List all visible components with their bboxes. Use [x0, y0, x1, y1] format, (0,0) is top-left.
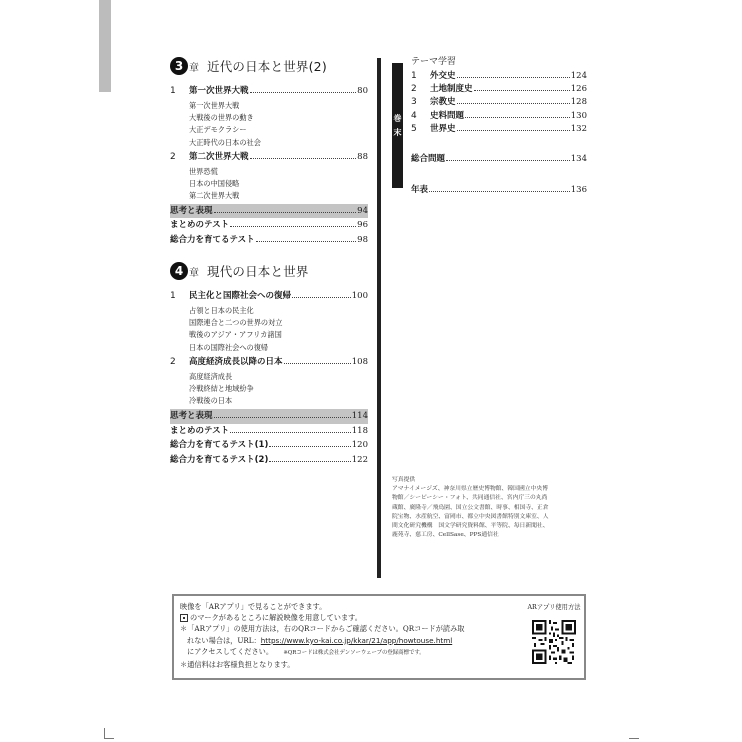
page-number: 122	[351, 455, 368, 466]
notice-line-with-icon	[180, 612, 516, 623]
page-number: 136	[570, 185, 587, 196]
photo-credits-line: 物館／シーピーシー・フォト、共同通信社、宮内庁三の丸尚	[392, 495, 548, 502]
toc-extra-entry-highlighted[interactable]	[170, 409, 368, 424]
chapter-number-badge: 4	[170, 262, 188, 280]
toc-extra-entry[interactable]	[170, 233, 368, 248]
leader-dots	[250, 92, 357, 93]
page-number: 100	[351, 291, 368, 302]
toc-section-entry[interactable]	[170, 289, 368, 304]
theme-number: 3	[411, 97, 417, 108]
toc-extra-entry[interactable]	[170, 218, 368, 233]
leader-dots	[465, 117, 570, 118]
ar-app-notice	[172, 594, 586, 680]
theme-title: 宗教史	[430, 97, 456, 108]
toc-extra-entry[interactable]	[170, 424, 368, 439]
subtopic-item: 第二次世界大戦	[189, 191, 240, 201]
page-number: 130	[570, 110, 587, 121]
theme-entry[interactable]	[411, 69, 587, 82]
qr-trademark-note: ※QRコードは株式会社デンソーウェーブの登録商標です。	[283, 649, 425, 656]
toc-section-entry[interactable]	[170, 150, 368, 165]
subtopic-item: 日本の中国侵略	[189, 179, 240, 189]
appendix-tab-char: 末	[393, 127, 402, 137]
notice-line: 映像を「ARアプリ」で見ることができます。	[180, 602, 327, 611]
leader-dots	[269, 461, 350, 462]
leader-dots	[284, 363, 351, 364]
entry-title: 思考と表現	[170, 410, 213, 421]
subtopic-list	[170, 305, 368, 354]
photo-credits-heading: 写真提供	[392, 477, 416, 483]
theme-entry[interactable]	[411, 95, 587, 108]
notice-access-line	[180, 646, 516, 659]
chronology-entry[interactable]	[411, 183, 587, 196]
leader-dots	[214, 212, 357, 213]
leader-dots	[457, 103, 570, 104]
section-number: 1	[170, 291, 176, 302]
ar-mark-icon	[180, 614, 188, 622]
section-title: 第一次世界大戦	[189, 86, 249, 96]
chapter-number-badge: 3	[170, 57, 188, 75]
chapter-suffix: 章	[189, 267, 199, 279]
notice-line: のマークがあるところに解説映像を用意しています。	[190, 613, 362, 623]
page-number: 128	[570, 97, 587, 108]
theme-number: 5	[411, 123, 417, 134]
entry-title: 総合力を育てるテスト	[170, 235, 255, 246]
chapter-suffix: 章	[189, 62, 199, 74]
toc-extra-entry-highlighted[interactable]	[170, 204, 368, 219]
section-number: 1	[170, 86, 176, 96]
leader-dots	[429, 191, 570, 192]
leader-dots	[474, 90, 570, 91]
subtopic-item: 大戦後の世界の動き	[189, 113, 254, 123]
leader-dots	[250, 158, 357, 159]
theme-number: 4	[411, 110, 417, 121]
subtopic-item: 占領と日本の民主化	[189, 305, 254, 315]
entry-title: 思考と表現	[170, 205, 213, 216]
appendix-tab	[392, 63, 403, 188]
leader-dots	[457, 77, 570, 78]
column-divider	[377, 58, 381, 578]
photo-credits-line: 鹿苑寺、慈工房、CellSase、PPS通信社	[392, 532, 499, 539]
page-number: 126	[570, 84, 587, 95]
summary-problems-entry[interactable]	[411, 152, 587, 165]
theme-title: 史料問題	[430, 110, 465, 121]
crop-mark	[629, 738, 639, 739]
page-number: 80	[357, 86, 368, 96]
notice-text	[180, 601, 516, 670]
chapter-3-heading[interactable]	[170, 56, 368, 76]
photo-credits-line: 院宝物、水産航空、富岡市、都立中央図書館特別文庫室、人	[392, 513, 549, 520]
page-number: 114	[351, 410, 368, 421]
toc-extra-entry[interactable]	[170, 453, 368, 468]
appendix-list	[411, 56, 587, 196]
entry-title: まとめのテスト	[170, 425, 230, 436]
toc-extra-entry[interactable]	[170, 438, 368, 453]
leader-dots	[457, 130, 570, 131]
theme-title: 土地制度史	[430, 84, 473, 95]
crop-mark	[104, 728, 105, 738]
theme-title: 外交史	[430, 71, 456, 81]
page-edge-tab	[99, 0, 111, 92]
notice-line: ＊「ARアプリ」の使用方法は，右のQRコードからご確認ください。QRコードが読み取	[180, 624, 465, 634]
toc-section-entry[interactable]	[170, 84, 368, 99]
page-number: 96	[357, 220, 368, 231]
section-number: 2	[170, 357, 176, 368]
page-number: 118	[351, 425, 368, 436]
leader-dots	[292, 297, 351, 298]
theme-entry[interactable]	[411, 122, 587, 135]
leader-dots	[214, 417, 351, 418]
entry-title: まとめのテスト	[170, 220, 230, 231]
subtopic-item: 大正デモクラシー	[189, 125, 247, 135]
leader-dots	[256, 241, 357, 242]
entry-title: 総合問題	[411, 153, 446, 164]
section-title: 高度経済成長以降の日本	[189, 357, 283, 368]
theme-entry[interactable]	[411, 109, 587, 122]
section-number: 2	[170, 151, 176, 162]
notice-url-prefix: れない場合は，URL：	[187, 635, 261, 645]
photo-credits	[392, 476, 588, 540]
section-title: 民主化と国際社会への復帰	[189, 291, 292, 302]
theme-number: 2	[411, 84, 417, 95]
subtopic-item: 戦後のアジア・アフリカ諸国	[189, 330, 282, 340]
section-title: 第二次世界大戦	[189, 151, 249, 162]
leader-dots	[269, 446, 350, 447]
page-number: 88	[357, 151, 368, 162]
qr-code-icon[interactable]	[532, 620, 576, 664]
entry-title: 年表	[411, 185, 429, 196]
page-number: 124	[570, 71, 587, 81]
page-number: 94	[357, 205, 368, 216]
subtopic-item: 世界恐慌	[189, 166, 218, 176]
chapter-4-heading[interactable]	[170, 261, 368, 281]
crop-mark	[104, 738, 114, 739]
theme-number: 1	[411, 71, 417, 81]
theme-entry[interactable]	[411, 82, 587, 95]
subtopic-list	[170, 166, 368, 203]
page-number: 98	[357, 235, 368, 246]
theme-heading: テーマ学習	[411, 57, 457, 67]
toc-left-column	[170, 56, 368, 468]
subtopic-item: 国際連合と二つの世界の対立	[189, 318, 283, 328]
subtopic-list	[170, 371, 368, 408]
subtopic-item: 高度経済成長	[189, 371, 233, 381]
photo-credits-line: 蔵館、廣隆寺／飛鳥園、国立公文書館、時事、相国寺、正倉	[392, 504, 549, 511]
chapter-title: 現代の日本と世界	[207, 264, 309, 280]
entry-title: 総合力を育てるテスト(1)	[170, 440, 269, 451]
leader-dots	[230, 432, 351, 433]
qr-label: ARアプリ使用方法	[527, 604, 581, 611]
notice-url-line	[180, 635, 516, 646]
theme-title: 世界史	[430, 123, 456, 134]
subtopic-item: 日本の国際社会への復帰	[189, 342, 269, 352]
subtopic-list	[170, 100, 368, 149]
notice-line: にアクセスしてください。	[187, 646, 274, 656]
subtopic-item: 第一次世界大戦	[189, 100, 240, 110]
leader-dots	[446, 160, 570, 161]
entry-title: 総合力を育てるテスト(2)	[170, 455, 269, 466]
toc-section-entry[interactable]	[170, 355, 368, 370]
subtopic-item: 冷戦後の日本	[189, 396, 233, 406]
appendix-tab-char: 巻	[393, 113, 402, 123]
photo-credits-line: アマナイメージズ、神奈川県立歴史博物館、韓国國立中央博	[392, 486, 548, 493]
leader-dots	[230, 226, 356, 227]
subtopic-item: 冷戦終結と地域紛争	[189, 384, 254, 394]
page-number: 132	[570, 123, 587, 134]
page-number: 108	[351, 357, 368, 368]
chapter-title: 近代の日本と世界(2)	[207, 59, 327, 74]
subtopic-item: 大正時代の日本の社会	[189, 137, 261, 147]
notice-line: ＊通信料はお客様負担となります。	[180, 660, 295, 670]
page-number: 134	[570, 153, 587, 164]
howto-url-link[interactable]: https://www.kyo-kai.co.jp/kkar/21/app/howtouse.html	[260, 635, 453, 645]
photo-credits-line: 間文化研究機構 国文学研究資料館、平等院、毎日新聞社、	[392, 523, 549, 530]
page-number: 120	[351, 440, 368, 451]
